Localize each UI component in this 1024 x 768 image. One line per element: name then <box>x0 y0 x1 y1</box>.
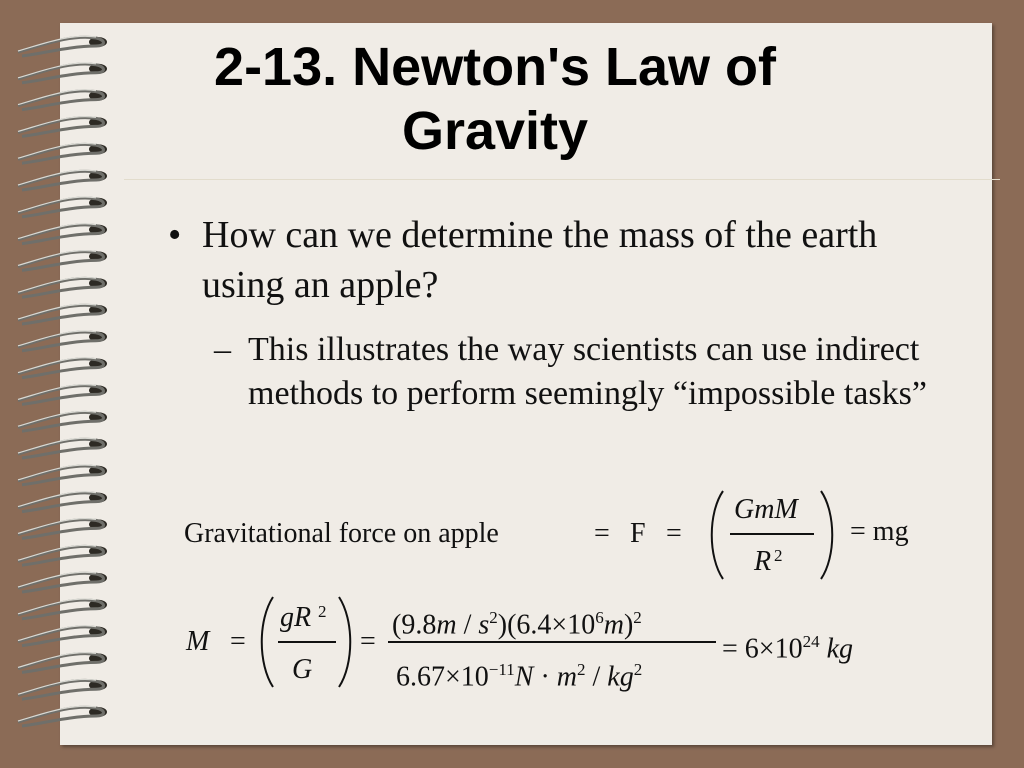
eq2-M: M <box>186 626 210 657</box>
eq1-lhs-label: Gravitational force on apple <box>184 518 499 549</box>
bullet-text: How can we determine the mass of the earth using an apple? <box>202 214 878 306</box>
sub-bullet-text: This illustrates the way scientists can use indirect methods to perform seemingly “impossible tasks” <box>248 331 927 412</box>
eq1-right-paren <box>818 488 838 582</box>
eq2-equals-1: = <box>230 626 246 657</box>
eq2-result-value: = 6×10 <box>722 633 803 665</box>
title-divider <box>124 179 1000 180</box>
eq2-den-dot: · <box>533 661 557 693</box>
bullet-point <box>158 210 938 310</box>
eq2-frac1-bar <box>278 641 336 643</box>
eq2-right-paren <box>336 594 356 690</box>
eq2-frac1-denominator: G <box>292 654 313 685</box>
eq2-denominator <box>396 654 642 693</box>
eq2-num-m1: m <box>436 609 457 641</box>
eq2-den-m-exp: 2 <box>577 660 586 679</box>
eq2-den-a-exp: −11 <box>488 660 515 679</box>
eq1-fraction-bar <box>730 533 814 535</box>
eq2-den-kg: kg <box>607 661 634 693</box>
eq2-frac1-numerator: gR <box>280 602 312 633</box>
bullet-marker: • <box>168 214 182 256</box>
eq1-F: F <box>630 518 646 549</box>
eq2-num-c-exp: 2 <box>633 608 642 627</box>
eq1-denominator: R <box>754 546 772 577</box>
eq2-main-fraction-bar <box>388 641 716 643</box>
eq2-num-m2: m <box>603 609 624 641</box>
eq2-equals-2: = <box>360 626 376 657</box>
eq2-num-s: s <box>478 609 490 641</box>
eq1-numerator: GmM <box>734 494 798 525</box>
eq2-numerator <box>392 602 642 641</box>
eq2-den-slash: / <box>585 661 608 693</box>
eq2-num-part-c: ) <box>623 609 634 641</box>
eq2-den-m: m <box>556 661 578 693</box>
eq1-denominator-exponent: 2 <box>774 546 783 565</box>
eq2-result-exp: 24 <box>802 632 820 651</box>
eq2-num-b-exp: 6 <box>595 608 604 627</box>
eq1-equals-mg: = mg <box>850 516 909 547</box>
sub-bullet-marker: – <box>214 331 231 368</box>
eq1-left-paren <box>706 488 726 582</box>
eq1-equals-2: = <box>666 518 682 549</box>
eq1-equals-1: = <box>594 518 610 549</box>
sub-bullet-point <box>214 328 934 416</box>
eq2-num-slash: / <box>456 609 479 641</box>
eq2-num-s-exp: 2 <box>489 608 498 627</box>
eq2-num-part-a: (9.8 <box>392 609 437 641</box>
eq2-den-part-a: 6.67×10 <box>396 661 489 693</box>
eq2-left-paren <box>256 594 276 690</box>
eq2-den-kg-exp: 2 <box>633 660 643 679</box>
slide-title: 2-13. Newton's Law of Gravity <box>214 37 776 161</box>
eq2-den-N: N <box>514 661 534 693</box>
eq2-frac1-numerator-exp: 2 <box>318 602 327 621</box>
eq2-result <box>722 626 853 665</box>
eq2-num-part-b: )(6.4×10 <box>497 609 596 641</box>
eq2-result-unit: kg <box>826 633 854 665</box>
